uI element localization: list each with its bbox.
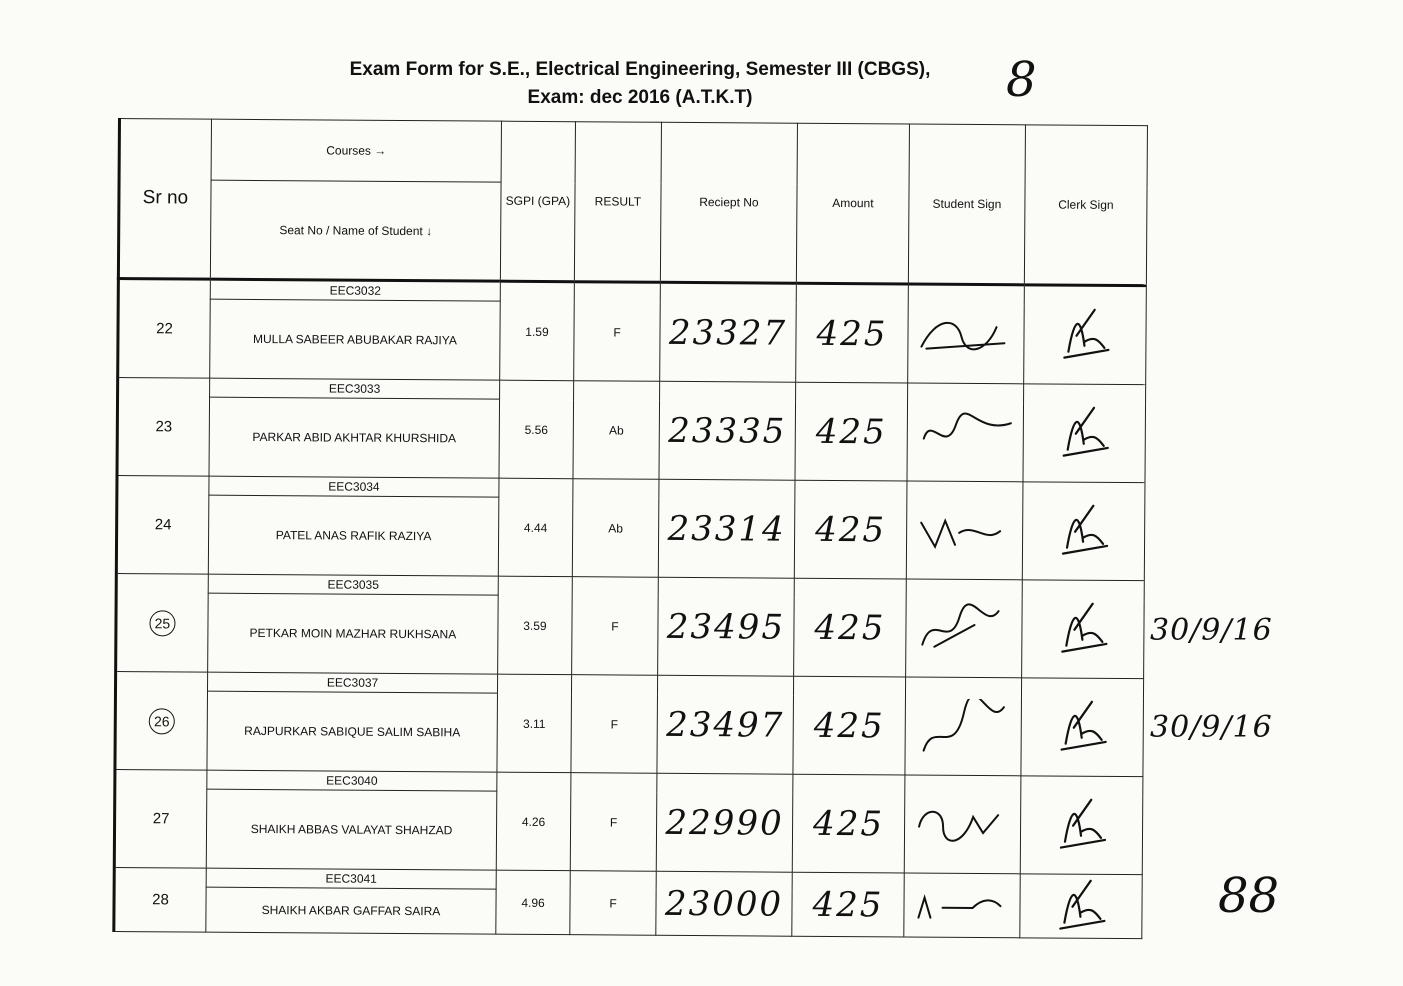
clerk-signature [1020, 874, 1142, 939]
student-signature [907, 383, 1024, 482]
sr-no: 26 [149, 708, 175, 734]
student-name: PARKAR ABID AKHTAR KHURSHIDA [209, 397, 500, 478]
header-courses: Courses → [211, 119, 501, 182]
sr-no: 23 [155, 418, 173, 436]
student-signature [904, 775, 1021, 874]
amount-value: 425 [793, 676, 906, 775]
sr-no-cell [114, 769, 207, 868]
result-value: F [570, 773, 657, 872]
page-number: 8 [1006, 52, 1037, 108]
student-name: SHAIKH AKBAR GAFFAR SAIRA [206, 887, 496, 934]
sr-no-cell [118, 279, 211, 379]
clerk-signature [1024, 285, 1147, 385]
clerk-signature [1022, 580, 1145, 679]
student-signature [904, 873, 1020, 938]
header-sr-no: Sr no [118, 119, 211, 280]
receipt-no: 23495 [658, 577, 795, 676]
page-title [290, 56, 990, 112]
header-clerk-sign: Clerk Sign [1024, 125, 1147, 286]
sr-no-cell [116, 573, 209, 672]
seat-no: EEC3032 [210, 279, 500, 301]
page-total: 88 [1218, 868, 1280, 924]
handwritten-date: 30/9/16 [1150, 613, 1273, 648]
result-value: Ab [573, 381, 660, 480]
header-receipt-no: Reciept No [660, 122, 797, 283]
sr-no-cell [114, 867, 206, 932]
sr-no: 28 [152, 891, 169, 909]
header-seat-name: Seat No / Name of Student ↓ [210, 181, 501, 282]
header-student-sign: Student Sign [908, 124, 1025, 285]
amount-value: 425 [792, 774, 905, 873]
sgpi-value: 1.59 [500, 281, 575, 381]
student-name: MULLA SABEER ABUBAKAR RAJIYA [210, 299, 501, 380]
sgpi-value: 4.44 [498, 478, 573, 577]
seat-no: EEC3034 [209, 476, 499, 497]
result-value: F [574, 282, 661, 382]
sr-no-cell [116, 476, 209, 575]
sgpi-value: 4.26 [496, 772, 571, 871]
header-result: RESULT [574, 122, 661, 283]
receipt-no: 23327 [660, 282, 797, 382]
clerk-signature [1021, 678, 1144, 777]
amount-value: 425 [794, 480, 907, 579]
receipt-no: 23000 [656, 871, 792, 936]
clerk-signature [1023, 384, 1146, 483]
result-value: Ab [572, 479, 659, 578]
receipt-no: 22990 [656, 773, 793, 872]
receipt-no: 23314 [658, 479, 795, 578]
title-line-2: Exam: dec 2016 (A.T.K.T) [527, 87, 753, 108]
sr-no-cell [115, 671, 208, 770]
clerk-signature [1020, 776, 1143, 875]
amount-value: 425 [792, 872, 904, 937]
header-amount: Amount [796, 123, 909, 284]
student-signature [906, 579, 1023, 678]
sr-no: 27 [152, 810, 170, 828]
seat-no: EEC3040 [207, 770, 497, 791]
result-value: F [570, 871, 656, 936]
student-signature [908, 284, 1025, 384]
header-sgpi: SGPI (GPA) [500, 121, 575, 282]
clerk-signature [1022, 482, 1145, 581]
sr-no: 24 [154, 516, 172, 534]
title-line-1: Exam Form for S.E., Electrical Engineering, Semester III (CBGS), [349, 59, 931, 80]
amount-value: 425 [794, 578, 907, 677]
handwritten-date: 30/9/16 [1150, 710, 1273, 745]
sr-no: 25 [149, 610, 175, 636]
student-name: SHAIKH ABBAS VALAYAT SHAHZAD [206, 789, 497, 870]
student-rows [114, 279, 1147, 939]
seat-no: EEC3041 [206, 868, 496, 889]
sgpi-value: 4.96 [496, 870, 570, 935]
exam-form-table [112, 118, 1148, 939]
student-name: PATEL ANAS RAFIK RAZIYA [208, 495, 499, 576]
sgpi-value: 5.56 [499, 380, 574, 479]
student-name: RAJPURKAR SABIQUE SALIM SABIHA [207, 691, 498, 772]
sgpi-value: 3.59 [498, 576, 573, 675]
result-value: F [572, 577, 659, 676]
student-signature [906, 481, 1023, 580]
amount-value: 425 [796, 283, 909, 383]
student-signature [905, 677, 1022, 776]
sgpi-value: 3.11 [497, 674, 572, 773]
amount-value: 425 [795, 382, 908, 481]
sr-no: 22 [156, 320, 173, 338]
exam-form-table-sheet [112, 118, 1146, 945]
receipt-no: 23497 [657, 675, 794, 774]
receipt-no: 23335 [659, 381, 796, 480]
student-name: PETKAR MOIN MAZHAR RUKHSANA [208, 593, 499, 674]
result-value: F [571, 675, 658, 774]
seat-no: EEC3037 [208, 672, 498, 693]
seat-no: EEC3035 [208, 574, 498, 595]
sr-no-cell [117, 378, 210, 477]
seat-no: EEC3033 [210, 378, 500, 399]
